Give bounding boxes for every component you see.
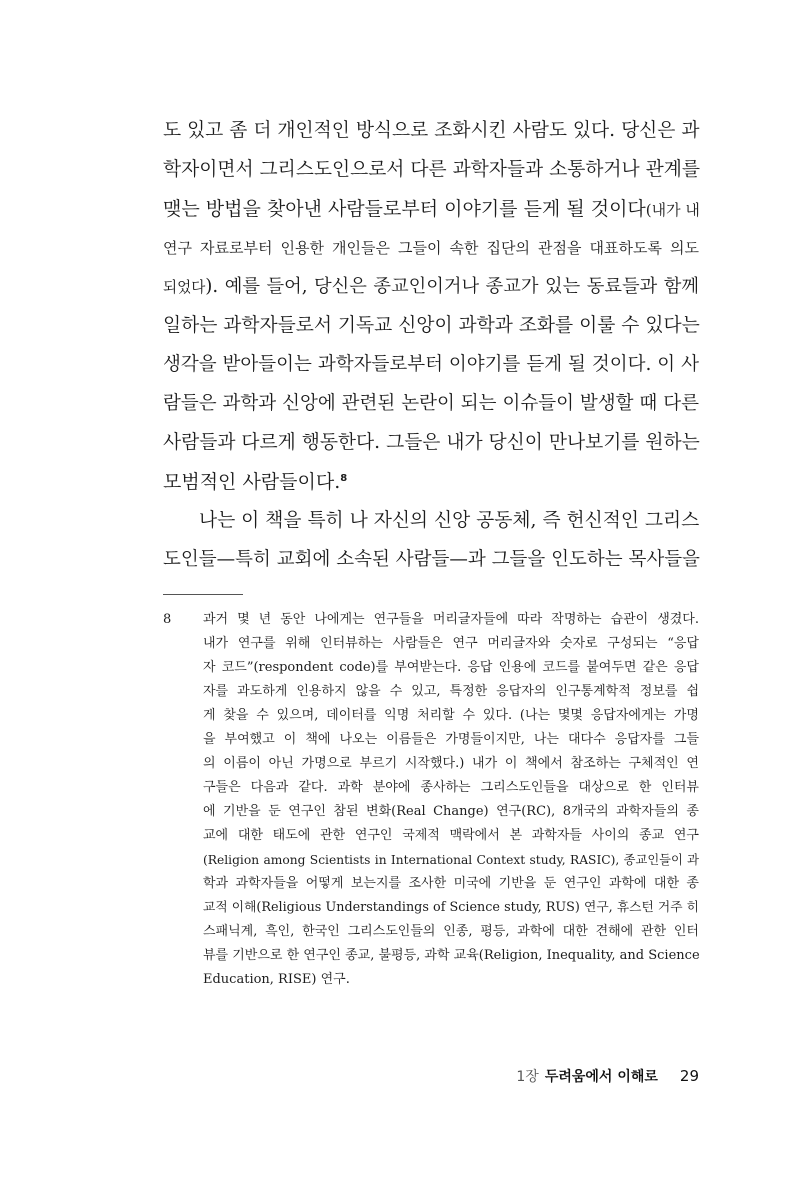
footnote-line: 학과 과학자들을 어떻게 보는지를 조사한 미국에 기반을 둔 연구인 과학에 대한 종 [203, 876, 699, 891]
footnote-line: 과거 몇 년 동안 나에게는 연구들을 머리글자들에 따라 작명하는 습관이 생겼다. [203, 612, 699, 627]
footnote-reference[interactable]: 8 [340, 473, 348, 484]
parenthetical-note-end: 되었다 [163, 279, 206, 296]
footnote-line: 교에 대한 태도에 관한 연구인 국제적 맥락에서 본 과학자들 사이의 종교 연구 [203, 828, 699, 843]
body-line-text: 모범적인 사람들이다. [163, 471, 341, 493]
footnote-line: Education, RISE) 연구. [203, 972, 350, 987]
footer-chapter-label: 1장 [516, 1069, 539, 1085]
footer-chapter-title: 두려움에서 이해로 [544, 1069, 658, 1085]
paragraph-first-line: 나는 이 책을 특히 나 자신의 신앙 공동체, 즉 헌신적인 그리스 [199, 510, 700, 531]
footnote-line: 자를 과도하게 인용하지 않을 수 있고, 특정한 응답자의 인구통계학적 정보를 쉽 [203, 684, 699, 699]
body-line-text: 예를 들어, 당신은 종교인이거나 종교가 있는 동료들과 함께 [218, 276, 699, 297]
footnote-line: 에 기반을 둔 연구인 참된 변화(Real Change) 연구(RC), 8개국의 과학자들의 종 [203, 804, 699, 819]
footnote-line: 내가 연구를 위해 인터뷰하는 사람들은 연구 머리글자와 숫자로 구성되는 “응답 [203, 636, 699, 651]
footnote-line: 뷰를 기반으로 한 연구인 종교, 불평등, 과학 교육(Religion, Inequality, and Science [203, 948, 700, 963]
body-line [163, 267, 699, 307]
parenthetical-note: (내가 내 [645, 201, 700, 219]
body-line [163, 189, 699, 229]
body-line: 도인들—특히 교회에 소속된 사람들—과 그들을 인도하는 목사들을 [163, 549, 700, 570]
footnote-line: 을 부여했고 이 책에 나오는 이름들은 가명들이지만, 나는 대다수 응답자를 그들 [203, 732, 699, 747]
body-line: 학자이면서 그리스도인으로서 다른 과학자들과 소통하거나 관계를 [163, 159, 700, 180]
body-line: 생각을 받아들이는 과학자들로부터 이야기를 듣게 될 것이다. 이 사 [163, 354, 699, 375]
body-line [163, 462, 699, 502]
body-line-parenthetical: 연구 자료로부터 인용한 개인들은 그들이 속한 집단의 관점을 대표하도록 의도 [163, 239, 699, 257]
body-line: 일하는 과학자들로서 기독교 신앙이 과학과 조화를 이룰 수 있다는 [163, 315, 700, 336]
body-line: 람들은 과학과 신앙에 관련된 논란이 되는 이슈들이 발생할 때 다른 [163, 393, 699, 414]
body-line: 사람들과 다르게 행동한다. 그들은 내가 당신이 만나보기를 원하는 [163, 432, 700, 453]
footnote-line: 교적 이해(Religious Understandings of Science study, RUS) 연구, 휴스턴 거주 히 [203, 900, 699, 915]
footnote-number: 8 [163, 612, 172, 627]
footnote-line: 구들은 다음과 같다. 과학 분야에 종사하는 그리스도인들을 대상으로 한 인터뷰 [203, 780, 699, 795]
footnote-line: (Religion among Scientists in International Context study, RASIC), 종교인들이 과 [203, 853, 699, 867]
page-number: 29 [679, 1067, 699, 1085]
footnote-line: 게 찾을 수 있으며, 데이터를 익명 처리할 수 있다. (나는 몇몇 응답자에게는 가명 [203, 708, 699, 723]
footnote-line: 자 코드”(respondent code)를 부여받는다. 응답 인용에 코드를 붙여두면 같은 응답 [203, 660, 699, 675]
body-line: 도 있고 좀 더 개인적인 방식으로 조화시킨 사람도 있다. 당신은 과 [163, 120, 700, 141]
running-footer [480, 1064, 699, 1088]
footnote-divider [163, 594, 243, 595]
footnote-line: 의 이름이 아닌 가명으로 부르기 시작했다.) 내가 이 책에서 참조하는 구체적인 연 [203, 756, 699, 771]
parenthetical-close: ). [205, 276, 219, 297]
footnote-line: 스패닉계, 흑인, 한국인 그리스도인들의 인종, 평등, 과학에 대한 견해에 관한 인터 [203, 924, 699, 939]
body-line-text: 맺는 방법을 찾아낸 사람들로부터 이야기를 듣게 될 것이다 [163, 198, 646, 220]
